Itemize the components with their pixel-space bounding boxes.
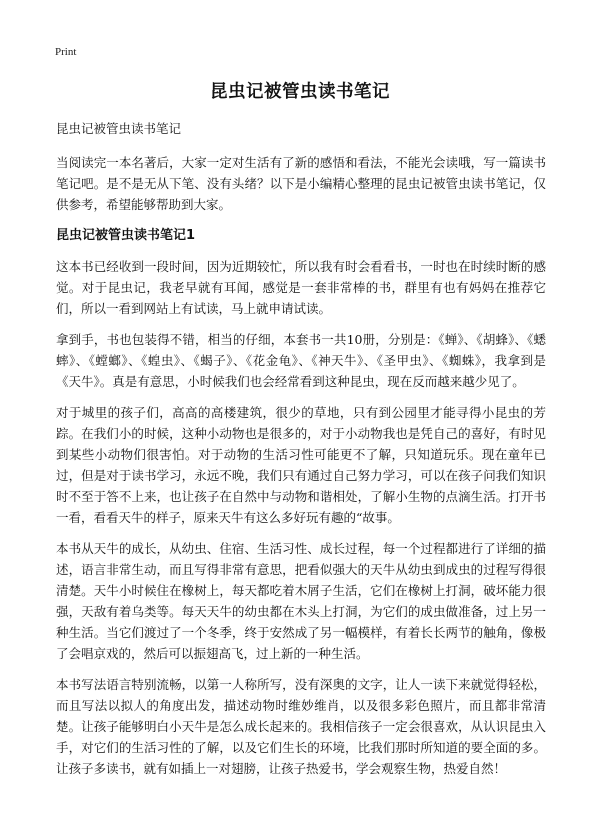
body-paragraph: 这本书已经收到一段时间，因为近期较忙，所以我有时会看看书，一时也在时续时断的感觉。对于昆虫记，我老早就有耳闻，感觉是一套非常棒的书，群里有也有妈妈在推荐它们，所以一看到网站上有试读，马上就申请试读。 [56,259,546,316]
body-paragraph: 拿到手，书也包装得不错，相当的仔细，本套书一共10册，分别是：《蝉》、《胡蜂》、《蟋蟀》、《螳螂》、《蝗虫》、《蝎子》、《花金龟》、《神天牛》、《圣甲虫》、《蜘蛛》，我拿到是《天牛》。真是有意思，小时候我们也会经常看到这种昆虫，现在反而越来越少见了。 [56,332,546,389]
article-body [56,118,546,789]
article-subtitle: 昆虫记被管虫读书笔记 [56,121,182,136]
page-title: 昆虫记被管虫读书笔记 [210,82,390,102]
section-heading: 昆虫记被管虫读书笔记1 [56,228,196,243]
body-paragraph: 本书从天牛的成长，从幼虫、住宿、生活习性、成长过程，每一个过程都进行了详细的描述，语言非常生动，而且写得非常有意思，把看似强大的天牛从幼虫到成虫的过程写得很清楚。天牛小时候住在橡树上，每天都吃着木屑子生活，它们在橡树上打洞，破坏能力很强，天敌有着乌类等。每天天牛的幼虫都在木头上打洞，为它们的成虫做准备，过上另一种生活。当它们渡过了一个冬季，终于安然成了另一幅模样，有着长长两节的触角，像极了会唱京戏的，然后可以振翅高飞，过上新的一种生活。 [56,541,546,661]
intro-paragraph: 当阅读完一本名著后，大家一定对生活有了新的感悟和看法，不能光会读哦，写一篇读书笔记吧。是不是无从下笔、没有头绪？以下是小编精心整理的昆虫记被管虫读书笔记，仅供参考，希望能够帮助到大家。 [56,155,546,212]
body-paragraph: 本书写法语言特别流畅，以第一人称所写，没有深奥的文字，让人一读下来就觉得轻松，而且写法以拟人的角度出发，描述动物时维妙维肖，以及很多彩色照片，而且都非常清楚。让孩子能够明白小天牛是怎么成长起来的。我相信孩子一定会很喜欢，从认识昆虫入手，对它们的生活习性的了解，以及它们生长的环境，比我们那时所知道的要全面的多。让孩子多读书，就有如插上一对翅膀，让孩子热爱书，学会观察生物，热爱自然！ [56,677,546,776]
print-link[interactable]: Print [55,46,77,58]
body-paragraph: 对于城里的孩子们，高高的高楼建筑，很少的草地，只有到公园里才能寻得小昆虫的芳踪。在我们小的时候，这种小动物也是很多的，对于小动物我也是凭自己的喜好，有时见到某些小动物们很害怕。对于动物的生活习性可能更不了解，只知道玩乐。现在童年已过，但是对于读书学习，永远不晚，我们只有通过自己努力学习，可以在孩子问我们知识时不至于答不上来，也让孩子在自然中与动物和谐相处，了解小生物的点滴生活。打开书一看，看看天牛的样子，原来天牛有这么多好玩有趣的“故事。 [56,405,546,525]
